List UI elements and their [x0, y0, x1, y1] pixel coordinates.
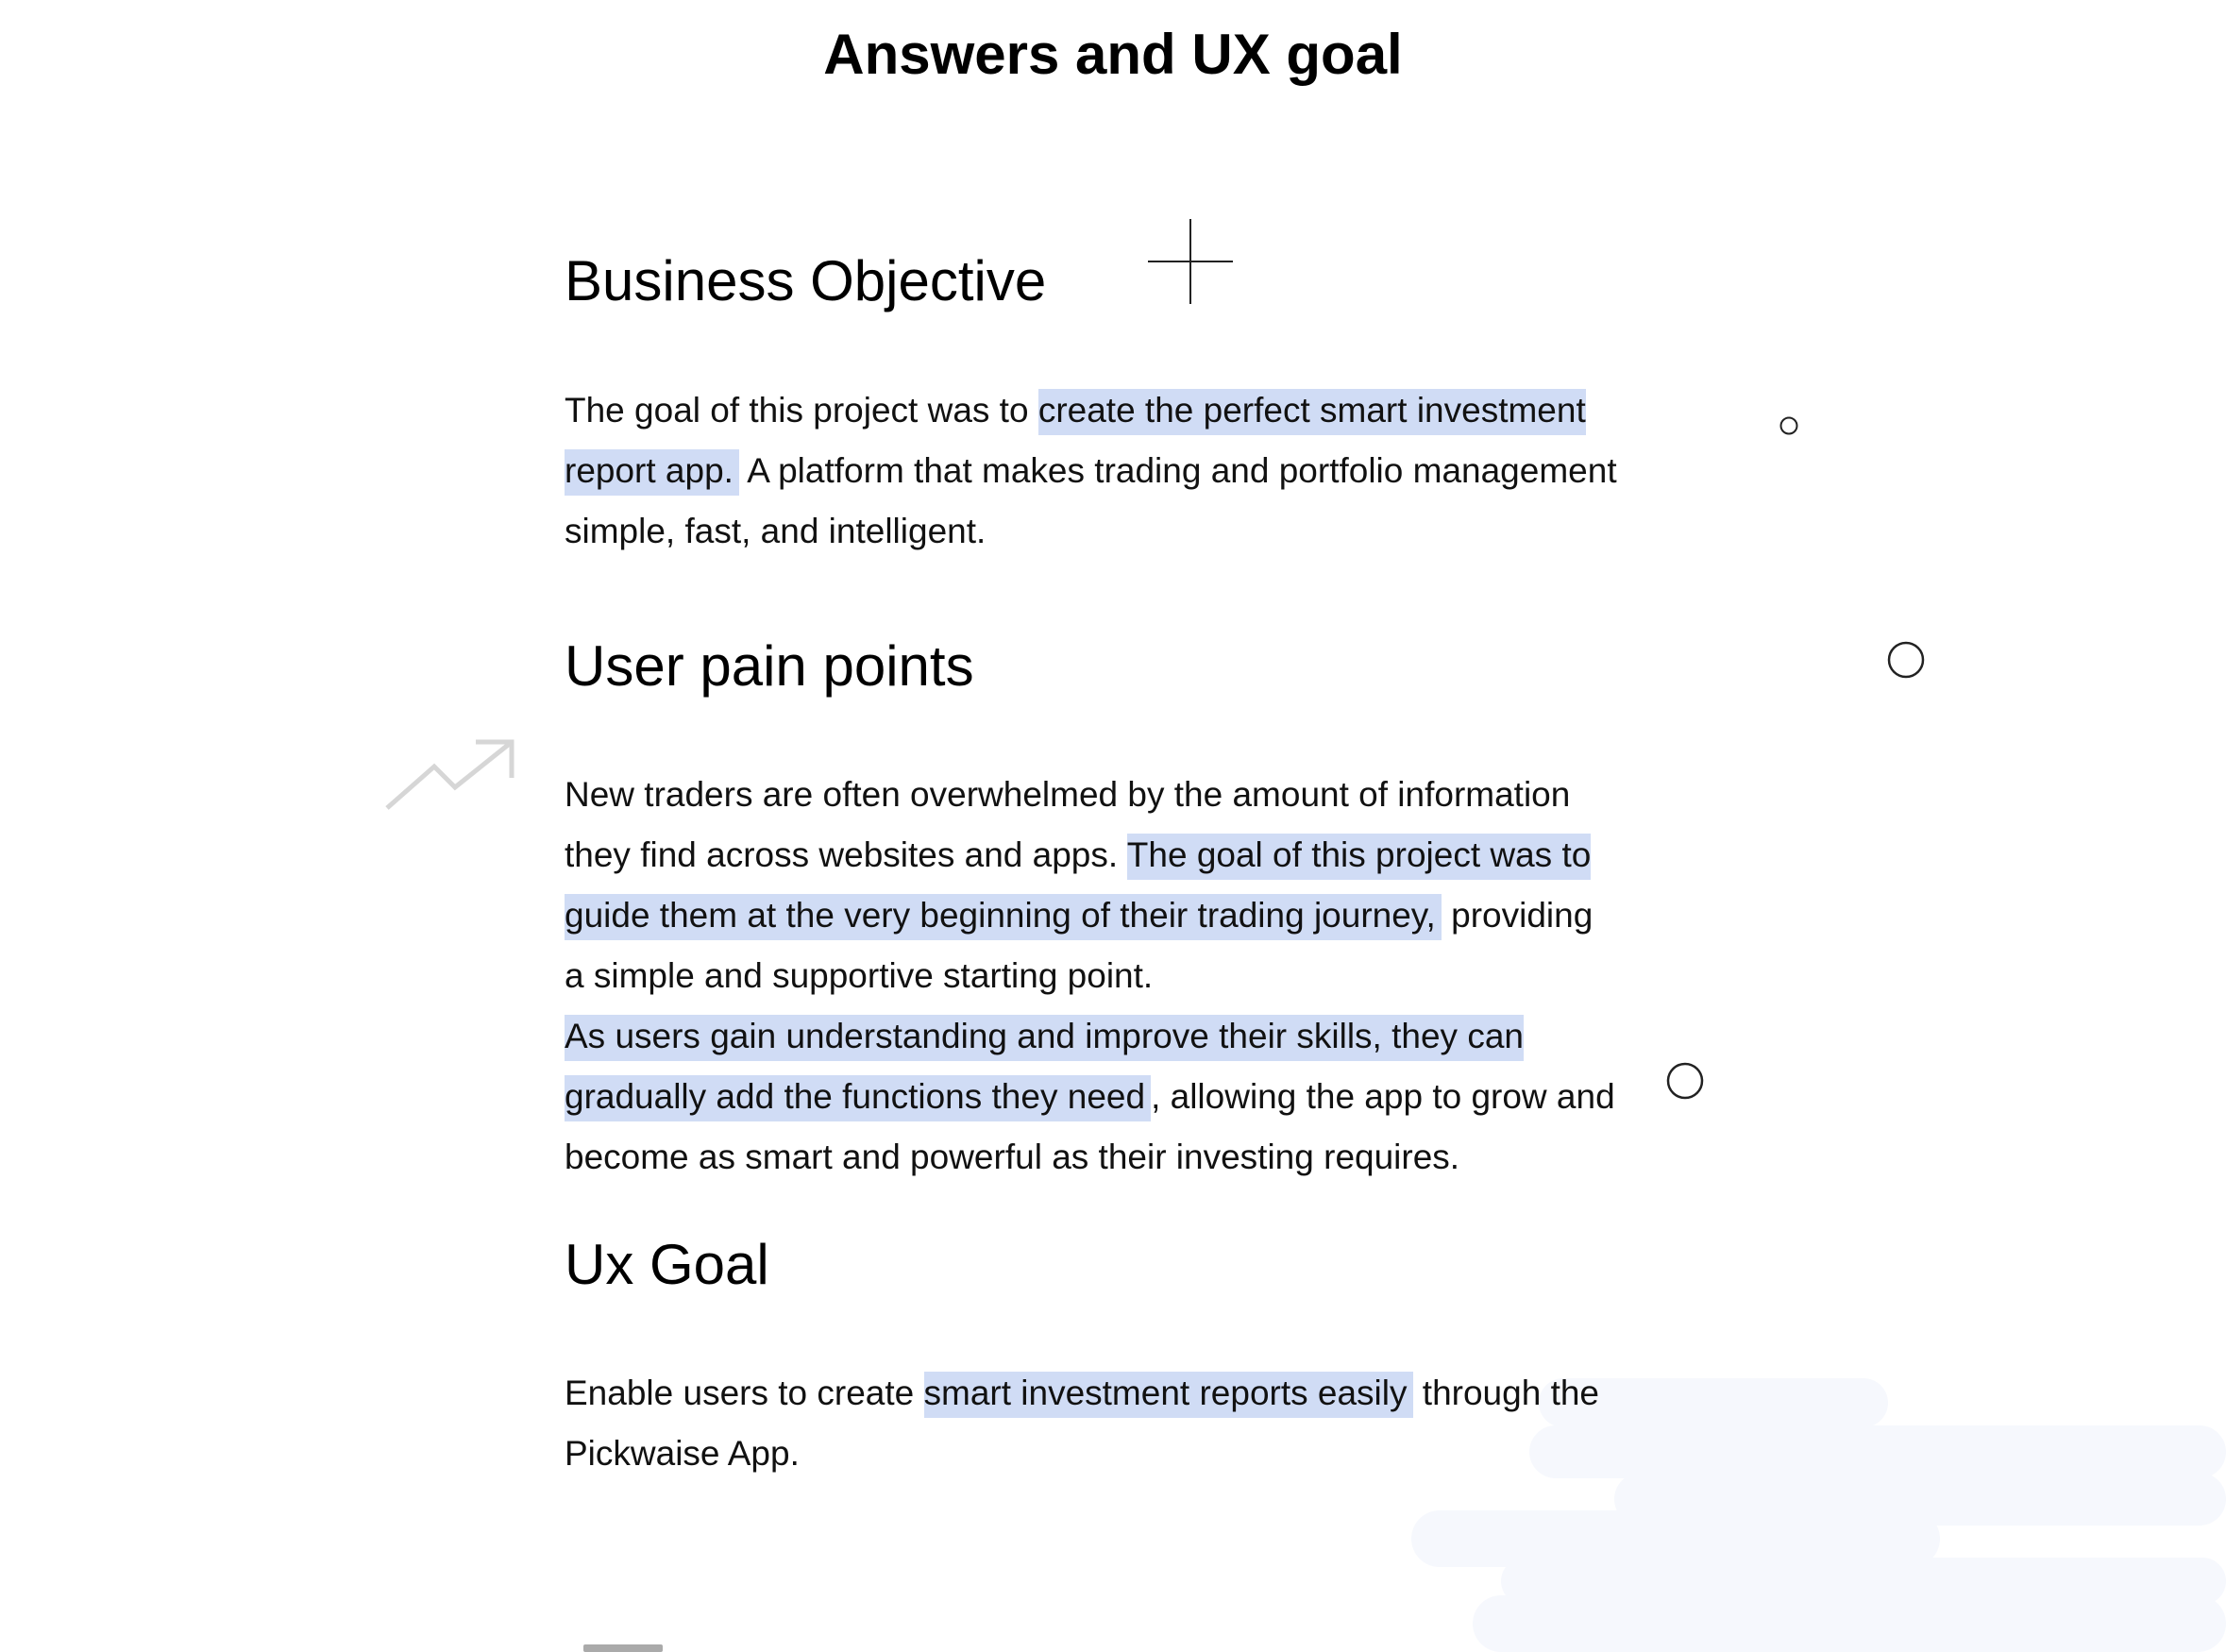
- highlighted-text: As users gain understanding and improve their skills, they can gradually add the functions they need: [565, 1015, 1524, 1121]
- user-pain-points-paragraph: [565, 765, 1622, 1188]
- text-run: The goal of this project was to: [565, 391, 1038, 430]
- highlighted-text: smart investment reports easily: [924, 1372, 1413, 1418]
- trend-up-icon: [381, 734, 523, 812]
- highlighted-text: create the perfect smart investment report app.: [565, 389, 1586, 496]
- business-objective-paragraph: [565, 380, 1622, 562]
- text-run: providing a simple and supportive starting point.: [565, 896, 1594, 995]
- page-title: Answers and UX goal: [823, 23, 1403, 86]
- circle-icon: [1665, 1061, 1705, 1101]
- text-run: , allowing the app to grow and become as smart and powerful as their investing requires.: [565, 1077, 1615, 1176]
- section-heading-business-objective: Business Objective: [565, 249, 1047, 312]
- circle-icon: [1779, 415, 1799, 436]
- text-run: New traders are often overwhelmed by the amount of information they find across websites and apps.: [565, 775, 1571, 874]
- highlighted-text: The goal of this project was to guide them at the very beginning of their trading journey,: [565, 834, 1591, 940]
- plus-icon: [1146, 217, 1235, 306]
- ux-goal-paragraph: [565, 1363, 1622, 1484]
- section-heading-ux-goal: Ux Goal: [565, 1233, 769, 1296]
- text-run: Enable users to create: [565, 1374, 924, 1412]
- bottom-divider: [583, 1644, 663, 1652]
- text-run: through the Pickwaise App.: [565, 1374, 1599, 1473]
- circle-icon: [1886, 640, 1926, 680]
- text-run: A platform that makes trading and portfolio management simple, fast, and intelligent.: [565, 451, 1617, 550]
- section-heading-user-pain-points: User pain points: [565, 634, 974, 698]
